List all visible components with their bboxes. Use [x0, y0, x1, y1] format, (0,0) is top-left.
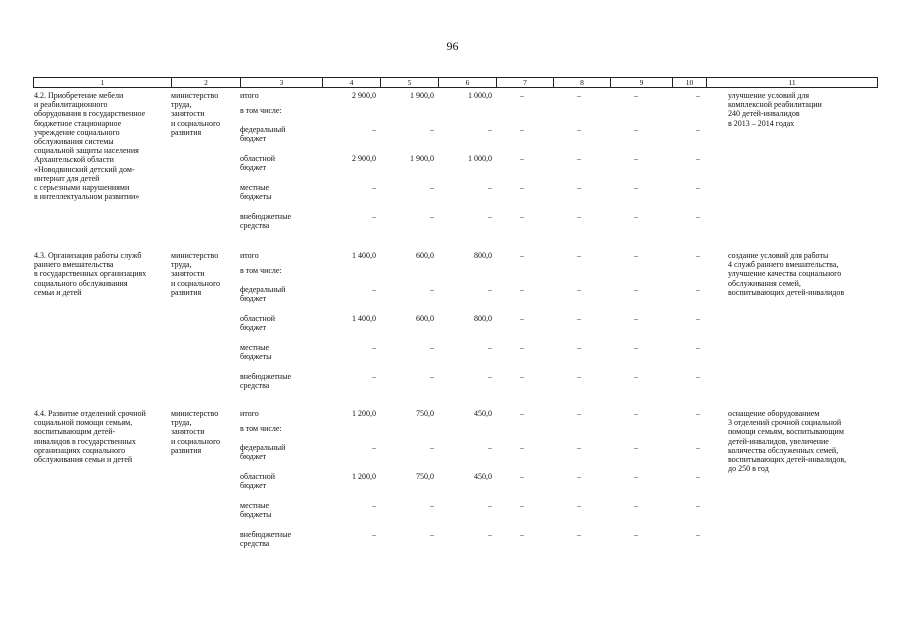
funding-value: – — [520, 183, 524, 192]
funding-value: – — [634, 343, 638, 352]
funding-value: – — [696, 372, 700, 381]
funding-value: – — [488, 372, 492, 381]
funding-source: итого — [240, 91, 259, 100]
funding-value: – — [696, 285, 700, 294]
funding-value: 800,0 — [474, 314, 492, 323]
funding-value: – — [372, 443, 376, 452]
funding-value: 800,0 — [474, 251, 492, 260]
column-number: 3 — [241, 78, 323, 88]
measure-description: 4.2. Приобретение мебели и реабилитационного оборудования в государственное бюджетное стационарное учреждение социального обслуживания системы социальной защиты населения Архангельской области «Новодвинский детский дом- интернат для детей с серьезными нарушениями в интеллектуальном развитии» — [34, 91, 146, 202]
funding-value: – — [520, 91, 524, 100]
funding-value: – — [430, 183, 434, 192]
funding-value: – — [430, 343, 434, 352]
funding-value: – — [696, 409, 700, 418]
funding-source: местные бюджеты — [240, 183, 272, 202]
funding-value: – — [520, 125, 524, 134]
funding-value: – — [372, 501, 376, 510]
funding-value: 2 900,0 — [352, 154, 376, 163]
funding-value: – — [430, 212, 434, 221]
funding-value: – — [577, 285, 581, 294]
funding-value: 750,0 — [416, 472, 434, 481]
funding-value: – — [520, 154, 524, 163]
funding-value: 2 900,0 — [352, 91, 376, 100]
funding-value: – — [696, 91, 700, 100]
funding-value: – — [430, 372, 434, 381]
funding-value: – — [488, 443, 492, 452]
funding-value: 450,0 — [474, 472, 492, 481]
funding-value: – — [372, 530, 376, 539]
funding-value: – — [430, 285, 434, 294]
funding-value: – — [520, 409, 524, 418]
funding-value: – — [634, 212, 638, 221]
column-number: 1 — [34, 78, 172, 88]
funding-value: – — [634, 530, 638, 539]
funding-value: – — [488, 530, 492, 539]
funding-value: – — [520, 343, 524, 352]
funding-value: – — [634, 154, 638, 163]
funding-value: 600,0 — [416, 314, 434, 323]
funding-value: – — [520, 285, 524, 294]
funding-value: – — [430, 443, 434, 452]
funding-source: федеральный бюджет — [240, 443, 286, 462]
column-number: 11 — [707, 78, 878, 88]
funding-value: 1 000,0 — [468, 154, 492, 163]
column-number: 7 — [497, 78, 554, 88]
funding-value: – — [696, 251, 700, 260]
funding-value: – — [520, 501, 524, 510]
column-number-header — [33, 77, 878, 88]
funding-value: – — [634, 91, 638, 100]
funding-source: областной бюджет — [240, 472, 276, 491]
funding-value: 1 400,0 — [352, 314, 376, 323]
funding-value: – — [520, 530, 524, 539]
funding-value: 1 200,0 — [352, 472, 376, 481]
funding-value: – — [488, 183, 492, 192]
column-number: 4 — [323, 78, 381, 88]
column-number: 2 — [172, 78, 241, 88]
responsible-executor: министерство труда, занятости и социального развития — [171, 91, 221, 137]
funding-value: – — [577, 251, 581, 260]
funding-value: 600,0 — [416, 251, 434, 260]
funding-value: – — [577, 343, 581, 352]
funding-source: областной бюджет — [240, 314, 276, 333]
funding-value: – — [577, 501, 581, 510]
funding-value: – — [577, 372, 581, 381]
funding-value: – — [577, 409, 581, 418]
funding-value: 750,0 — [416, 409, 434, 418]
funding-value: – — [696, 125, 700, 134]
funding-value: – — [634, 372, 638, 381]
funding-value: – — [520, 251, 524, 260]
funding-source: в том числе: — [240, 424, 282, 433]
funding-value: 1 400,0 — [352, 251, 376, 260]
funding-value: 1 000,0 — [468, 91, 492, 100]
expected-result: улучшение условий для комплексной реабилитации 240 детей-инвалидов в 2013 – 2014 годах — [728, 91, 822, 128]
funding-source: федеральный бюджет — [240, 285, 286, 304]
funding-value: – — [577, 91, 581, 100]
funding-value: – — [577, 530, 581, 539]
funding-value: – — [696, 154, 700, 163]
funding-value: – — [577, 212, 581, 221]
funding-value: – — [488, 343, 492, 352]
funding-value: – — [520, 472, 524, 481]
funding-value: – — [696, 530, 700, 539]
funding-value: – — [634, 285, 638, 294]
funding-value: – — [634, 251, 638, 260]
funding-value: – — [488, 212, 492, 221]
funding-value: – — [520, 372, 524, 381]
funding-source: в том числе: — [240, 106, 282, 115]
funding-value: – — [372, 183, 376, 192]
funding-value: – — [430, 125, 434, 134]
expected-result: оснащение оборудованием 3 отделений срочной социальной помощи семьям, воспитывающим детей-инвалидов, увеличение количества обслуженных семей, воспитывающих детей-инвалидов, до 250 в год — [728, 409, 847, 474]
funding-source: внебюджетные средства — [240, 530, 291, 549]
funding-value: – — [520, 314, 524, 323]
column-number: 5 — [381, 78, 439, 88]
funding-value: – — [634, 409, 638, 418]
funding-value: – — [488, 285, 492, 294]
funding-source: в том числе: — [240, 266, 282, 275]
funding-value: – — [577, 125, 581, 134]
funding-value: – — [372, 285, 376, 294]
funding-value: – — [577, 183, 581, 192]
funding-value: – — [577, 314, 581, 323]
funding-value: – — [634, 125, 638, 134]
funding-value: – — [577, 472, 581, 481]
expected-result: создание условий для работы 4 служб раннего вмешательства, улучшение качества социального обслуживания семей, воспитывающих детей-инвалидов — [728, 251, 845, 297]
funding-value: 1 200,0 — [352, 409, 376, 418]
column-number: 10 — [673, 78, 707, 88]
funding-value: – — [372, 125, 376, 134]
funding-source: федеральный бюджет — [240, 125, 286, 144]
funding-value: – — [696, 501, 700, 510]
funding-value: – — [488, 501, 492, 510]
funding-source: внебюджетные средства — [240, 372, 291, 391]
measure-description: 4.4. Развитие отделений срочной социальной помощи семьям, воспитывающим детей- инвалидов в государственных организациях социального обслуживания семьи и детей — [34, 409, 146, 465]
funding-value: – — [634, 314, 638, 323]
funding-value: – — [696, 212, 700, 221]
funding-source: внебюджетные средства — [240, 212, 291, 231]
funding-value: – — [696, 183, 700, 192]
column-number: 6 — [439, 78, 497, 88]
funding-value: – — [634, 501, 638, 510]
funding-source: местные бюджеты — [240, 501, 272, 520]
funding-value: – — [696, 472, 700, 481]
funding-value: 1 900,0 — [410, 91, 434, 100]
funding-value: – — [696, 443, 700, 452]
funding-value: – — [372, 212, 376, 221]
funding-value: – — [372, 372, 376, 381]
measure-description: 4.3. Организация работы служб раннего вмешательства в государственных организациях социального обслуживания семьи и детей — [34, 251, 147, 297]
funding-value: – — [372, 343, 376, 352]
funding-value: – — [634, 443, 638, 452]
funding-value: – — [520, 212, 524, 221]
funding-value: – — [488, 125, 492, 134]
responsible-executor: министерство труда, занятости и социального развития — [171, 251, 221, 297]
funding-value: – — [634, 183, 638, 192]
funding-value: – — [577, 154, 581, 163]
funding-value: – — [634, 472, 638, 481]
funding-value: 450,0 — [474, 409, 492, 418]
column-number: 9 — [611, 78, 673, 88]
funding-source: итого — [240, 409, 259, 418]
funding-source: местные бюджеты — [240, 343, 272, 362]
funding-source: областной бюджет — [240, 154, 276, 173]
column-number: 8 — [554, 78, 611, 88]
funding-value: – — [520, 443, 524, 452]
funding-value: – — [430, 530, 434, 539]
page-number: 96 — [446, 39, 459, 53]
funding-value: – — [696, 314, 700, 323]
funding-value: – — [696, 343, 700, 352]
funding-value: – — [577, 443, 581, 452]
responsible-executor: министерство труда, занятости и социального развития — [171, 409, 221, 455]
funding-source: итого — [240, 251, 259, 260]
funding-value: 1 900,0 — [410, 154, 434, 163]
funding-value: – — [430, 501, 434, 510]
